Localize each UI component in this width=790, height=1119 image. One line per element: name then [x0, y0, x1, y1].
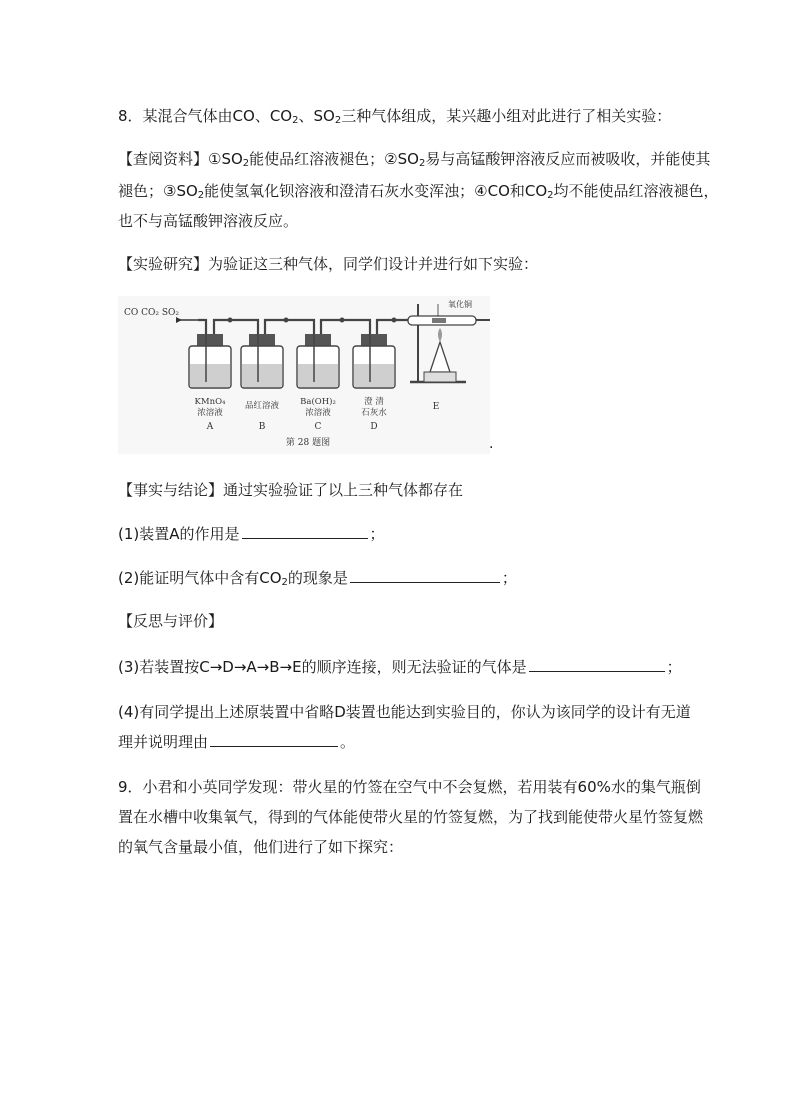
ref-text: 能使氢氧化钡溶液和澄清石灰水变浑浊；④CO和CO [204, 182, 548, 200]
answer-blank-3[interactable] [529, 657, 665, 672]
ref-text: 褪色；③SO [118, 182, 198, 200]
q8-question-2 [118, 568, 517, 593]
subscript: 2 [547, 190, 554, 201]
apparatus-diagram [118, 296, 490, 454]
label-e: E [432, 402, 440, 412]
q9-text-3: 的氧气含量最小值，他们进行了如下探究： [118, 838, 404, 856]
ref-text: 【查阅资料】①SO [118, 150, 243, 168]
q9-line-3 [118, 837, 403, 857]
bottle-d-label-2: 石灰水 [361, 408, 387, 418]
stopper [249, 334, 275, 346]
label-c: C [314, 422, 322, 432]
q8-question-4-line-1 [118, 702, 691, 722]
subscript: 2 [334, 115, 342, 126]
label-b: B [258, 422, 266, 432]
bottle-c-label-1: Ba(OH)₂ [300, 397, 336, 407]
q8-reference-line-2 [118, 181, 719, 206]
bottle-d-label-1: 澄 清 [364, 397, 384, 407]
q9-text-2: 置在水槽中收集氧气，得到的气体能使带火星的竹签复燃，为了找到能使带火星竹签复燃 [118, 808, 704, 826]
answer-blank-4[interactable] [210, 732, 338, 747]
q9-line-2 [118, 807, 703, 827]
q8-study [118, 254, 538, 274]
stopper [361, 334, 387, 346]
joint [340, 318, 345, 323]
answer-blank-1[interactable] [242, 524, 368, 539]
joint [392, 318, 397, 323]
trailing-dot: . [489, 436, 494, 452]
q8-intro-text-b: 、SO [298, 107, 335, 125]
facts-text: 【事实与结论】通过实验验证了以上三种气体都存在 [118, 481, 464, 499]
bottle-c-label-2: 浓溶液 [305, 408, 331, 418]
subscript: 2 [418, 158, 426, 169]
copper-oxide [432, 318, 446, 323]
answer-blank-2[interactable] [350, 568, 500, 583]
q9-line-1 [118, 777, 701, 797]
joint [228, 318, 233, 323]
q4-text-1: (4)有同学提出上述原装置中省略D装置也能达到实验目的，你认为该同学的设计有无道 [118, 703, 691, 721]
bottle-a-label-2: 浓溶液 [197, 408, 223, 418]
study-text: 【实验研究】为验证这三种气体，同学们设计并进行如下实验： [118, 255, 539, 273]
liquid [190, 364, 230, 387]
subscript: 2 [292, 115, 299, 126]
liquid [242, 364, 282, 387]
ref-text: 易与高锰酸钾溶液反应而被吸收，并能使其 [425, 150, 711, 168]
ref-text: 也不与高锰酸钾溶液反应。 [118, 212, 299, 230]
q8-question-3 [118, 657, 682, 677]
q8-intro-text-c: 三种气体组成，某兴趣小组对此进行了相关实验： [341, 107, 672, 125]
subscript: 2 [281, 577, 288, 588]
stopper [197, 334, 223, 346]
copper-oxide-label: 氧化铜 [448, 300, 472, 309]
q8-reflection-heading [118, 611, 223, 631]
q8-question-1 [118, 524, 385, 544]
bottle-b-label: 品红溶液 [244, 401, 280, 411]
subscript: 2 [242, 158, 250, 169]
liquid [354, 364, 394, 387]
q2-text-b: 的现象是 [287, 569, 348, 587]
bottle-a-label-1: KMnO₄ [194, 397, 226, 407]
stopper [305, 334, 331, 346]
q2-end: ； [501, 569, 517, 587]
gas-label: CO CO₂ SO₂ [124, 308, 180, 318]
subscript: 2 [197, 190, 205, 201]
q2-text-a: (2)能证明气体中含有CO [118, 569, 282, 587]
label-a: A [206, 422, 214, 432]
q4-text-2: 理并说明理由 [118, 733, 209, 751]
q9-text-1: 9．小君和小英同学发现：带火星的竹签在空气中不会复燃，若用装有60%水的集气瓶倒 [118, 778, 701, 796]
q8-facts [118, 480, 463, 500]
joint [284, 318, 289, 323]
figure-caption: 第 28 题图 [285, 438, 331, 448]
q8-intro-text-a: 8．某混合气体由CO、CO [118, 107, 293, 125]
q4-end: 。 [340, 733, 356, 751]
q3-text: (3)若装置按C→D→A→B→E的顺序连接，则无法验证的气体是 [118, 658, 527, 676]
reflect-text: 【反思与评价】 [118, 612, 224, 630]
liquid [298, 364, 338, 387]
q1-end: ； [369, 525, 385, 543]
ref-text: 均不能使品红溶液褪色， [553, 182, 719, 200]
q1-text: (1)装置A的作用是 [118, 525, 240, 543]
q8-reference-line-3 [118, 211, 298, 231]
ref-text: 能使品红溶液褪色；②SO [249, 150, 419, 168]
q8-intro [118, 106, 671, 131]
label-d: D [370, 422, 378, 432]
q3-end: ； [666, 658, 682, 676]
q8-question-4-line-2 [118, 732, 355, 752]
lamp-base [424, 372, 456, 382]
q8-reference-line-1 [118, 149, 710, 174]
